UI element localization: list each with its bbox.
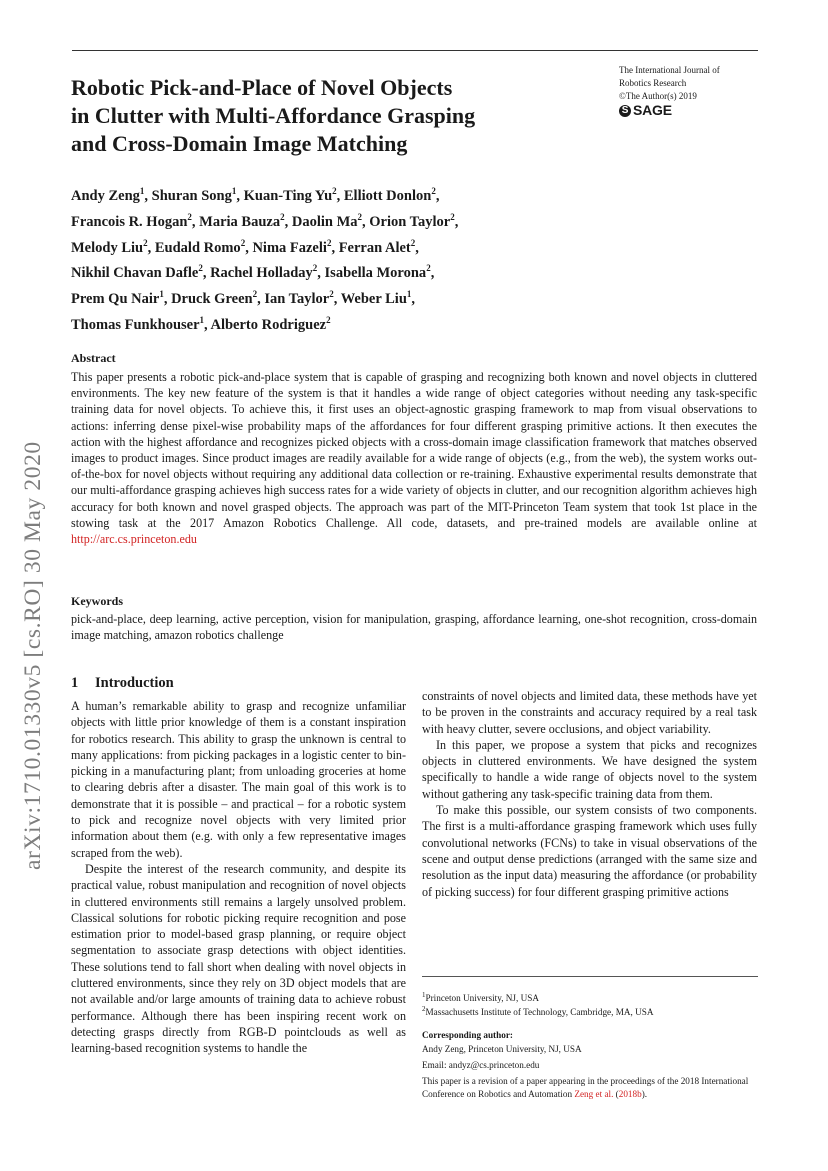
- sage-logo-text: SAGE: [633, 102, 672, 118]
- abstract-text: This paper presents a robotic pick-and-place system that is capable of grasping and recognizing both known and novel objects in cluttered environments. The key new feature of the system is that it handles a wide range of object categories without needing any task-specific training data for novel objects. To achieve this, it first uses an object-agnostic grasping framework to map from visual observations to actions: inferring dense pixel-wise probability maps of the affordances for four different grasping primitive actions. It then executes the action with the highest affordance and recognizes picked objects with a cross-domain image classification framework that matches observed images to product images. Since product images are readily available for a wide range of objects (e.g., from the web), the system works out-of-the-box for novel objects without requiring any additional data collection or re-training. Exhaustive experimental results demonstrate that our multi-affordance grasping achieves high success rates for a wide variety of objects in clutter, and our recognition algorithm achieves high accuracy for both known and novel grasped objects. The approach was part of the MIT-Princeton Team system that took 1st place in the stowing task at the 2017 Amazon Robotics Challenge. All code, datasets, and pre-trained models are available online at: [71, 370, 757, 530]
- section-number: 1: [71, 675, 79, 691]
- paragraph: A human’s remarkable ability to grasp and recognize unfamiliar objects with little prior knowledge of them is a constant inspiration for robotics research. This ability to grasp the unknown is central to many applications: from picking packages in a logistic center to bin-picking in a manufacturing plant; from unloading groceries at home to clearing debris after a disaster. The main goal of this work is to demonstrate that it is possible – and practical – for a robotic system to pick and recognize novel objects with very limited prior information about them (e.g. with only a few representative images scraped from the web).: [71, 699, 406, 860]
- affiliation-mark: 1: [422, 991, 426, 999]
- sage-logo: [619, 104, 769, 117]
- author-affiliation-mark: 2: [280, 211, 285, 222]
- author-line: Francois R. Hogan$^2$, Maria Bauza$^2$, Daolin Ma$^2$, Orion Taylor$^2$,: [71, 211, 459, 230]
- author-name: Isabella Morona: [324, 265, 427, 282]
- author-affiliation-mark: 2: [240, 237, 246, 248]
- arxiv-id: arXiv:1710.01330v5 [cs.RO] 30 May 2020: [20, 441, 46, 870]
- author-name: Nima Fazeli: [252, 239, 327, 256]
- footnote-rule: [422, 976, 758, 977]
- author-name: Ferran Alet: [338, 239, 411, 256]
- author-affiliation-mark: 2: [410, 237, 416, 248]
- author-affiliation-mark: 2: [252, 289, 258, 300]
- author-affiliation-mark: 2: [143, 237, 148, 248]
- author-name: Melody Liu: [71, 239, 144, 256]
- citation-link[interactable]: Zeng et al.: [574, 1089, 614, 1099]
- author-name: Francois R. Hogan: [71, 213, 188, 230]
- author-name: Elliott Donlon: [343, 187, 432, 204]
- paragraph: Despite the interest of the research community, and despite its practical value, robust manipulation and recognition of novel objects in cluttered environments still remains a largely unsolved problem. Classical solutions for robotic picking require recognition and pose estimation prior to model-based grasp planning, or require object segmentation to associate grasp detections with object identities. These solutions tend to fall short when dealing with novel objects in cluttered environments, since they rely on 3D object models that are not available and/or large amounts of training data to achieve robust performance. Although there has been inspiring recent work on detecting grasps directly from RGB-D pointclouds as well as learning-based recognition systems to handle the: [71, 861, 406, 1056]
- author-affiliation-mark: 1: [139, 186, 145, 196]
- author-affiliation-mark: 1: [199, 315, 205, 326]
- affiliation-mark: 2: [422, 1005, 426, 1013]
- author-affiliation-mark: 2: [426, 263, 431, 274]
- journal-name-line1: The International Journal of: [619, 65, 720, 75]
- author-affiliation-mark: 2: [329, 289, 334, 300]
- author-affiliation-mark: 2: [312, 263, 318, 274]
- author-affiliation-mark: 1: [406, 289, 412, 300]
- author-line: Thomas Funkhouser$^1$, Alberto Rodriguez$^2$: [71, 315, 331, 333]
- affiliation-text: Massachusetts Institute of Technology, Cambridge, MA, USA: [425, 1007, 654, 1018]
- author-name: Thomas Funkhouser: [71, 316, 200, 333]
- author-line: Andy Zeng$^1$, Shuran Song$^1$, Kuan-Ting Yu$^2$, Elliott Donlon$^2$,: [71, 186, 440, 204]
- affiliation-2: [422, 1003, 762, 1019]
- paragraph: constraints of novel objects and limited data, these methods have yet to be proven in the constraints and accuracy required by a real task with heavy clutter, severe occlusions, and object variability.: [422, 689, 757, 736]
- right-column: [422, 688, 757, 900]
- journal-info: [619, 64, 769, 117]
- journal-name-line2: Robotics Research: [619, 78, 687, 88]
- keywords-body: pick-and-place, deep learning, active perception, vision for manipulation, grasping, affordance learning, one-shot recognition, cross-domain image matching, amazon robotics challenge: [71, 612, 757, 643]
- title-line: and Cross-Domain Image Matching: [71, 131, 408, 156]
- title-line: in Clutter with Multi-Affordance Grasping: [71, 103, 476, 128]
- journal-copyright: ©The Author(s) 2019: [619, 91, 697, 101]
- abstract-body: [71, 369, 757, 547]
- left-column: [71, 698, 406, 1057]
- author-line: Prem Qu Nair$^1$, Druck Green$^2$, Ian Taylor$^2$, Weber Liu$^1$,: [71, 289, 416, 308]
- author-affiliation-mark: 1: [231, 186, 237, 196]
- paragraph: To make this possible, our system consists of two components. The first is a multi-affordance grasping framework which uses fully convolutional networks (FCNs) to take in visual observations of the scene and output dense predictions (arranged with the same size and resolution as the input data) measuring the affordance (or probability of picking success) for four different grasping primitive actions: [422, 803, 757, 899]
- author-name: Druck Green: [171, 291, 253, 308]
- author-list: [71, 181, 541, 336]
- author-name: Eudald Romo: [154, 239, 241, 256]
- corresponding-name: Andy Zeng, Princeton University, NJ, USA: [422, 1044, 582, 1054]
- revision-note: This paper is a revision of a paper appearing in the proceedings of the 2018 International Conference on Robotics and Automation Zeng et al. (2018b).: [422, 1076, 749, 1099]
- paragraph: In this paper, we propose a system that picks and recognizes objects in cluttered environments. We have designed the system specifically to handle a wide range of objects novel to the system without gathering any task-specific training data from them.: [422, 737, 757, 801]
- author-affiliation-mark: 2: [357, 211, 363, 222]
- project-link[interactable]: http://arc.cs.princeton.edu: [71, 532, 197, 547]
- author-name: Weber Liu: [340, 291, 407, 308]
- abstract-heading: Abstract: [71, 351, 116, 365]
- corresponding-email: Email: andyz@cs.princeton.edu: [422, 1060, 540, 1070]
- author-name: Shuran Song: [151, 187, 232, 204]
- author-line: Nikhil Chavan Dafle$^2$, Rachel Holladay$^2$, Isabella Morona$^2$,: [71, 263, 435, 282]
- arxiv-stamp: [16, 350, 46, 870]
- author-name: Maria Bauza: [199, 213, 281, 230]
- author-name: Ian Taylor: [264, 291, 330, 308]
- affiliation-text: Princeton University, NJ, USA: [425, 993, 539, 1004]
- citation-year-link[interactable]: 2018b: [618, 1089, 642, 1099]
- author-affiliation-mark: 2: [431, 186, 436, 196]
- author-affiliation-mark: 2: [326, 237, 332, 248]
- author-name: Alberto Rodriguez: [210, 316, 327, 333]
- author-affiliation-mark: 2: [332, 186, 337, 196]
- author-line: Melody Liu$^2$, Eudald Romo$^2$, Nima Fazeli$^2$, Ferran Alet$^2$,: [71, 237, 419, 256]
- author-name: Orion Taylor: [369, 213, 451, 230]
- author-name: Rachel Holladay: [210, 265, 313, 282]
- author-affiliation-mark: 2: [450, 211, 455, 222]
- author-affiliation-mark: 2: [198, 263, 203, 274]
- author-name: Prem Qu Nair: [71, 291, 160, 308]
- top-rule: [72, 50, 758, 51]
- section-heading: [71, 675, 174, 692]
- title-line: Robotic Pick-and-Place of Novel Objects: [71, 75, 453, 100]
- sage-logo-icon: S: [619, 105, 631, 117]
- author-affiliation-mark: 1: [159, 289, 164, 300]
- author-affiliation-mark: 2: [187, 211, 192, 222]
- author-name: Andy Zeng: [71, 187, 140, 204]
- keywords-heading: Keywords: [71, 594, 123, 608]
- author-affiliation-mark: 2: [326, 315, 331, 326]
- corresponding-heading: Corresponding author:: [422, 1030, 513, 1040]
- author-name: Daolin Ma: [291, 213, 358, 230]
- paper-title: [71, 74, 591, 158]
- section-title: Introduction: [95, 675, 174, 691]
- author-name: Nikhil Chavan Dafle: [71, 265, 199, 282]
- author-name: Kuan-Ting Yu: [243, 187, 333, 204]
